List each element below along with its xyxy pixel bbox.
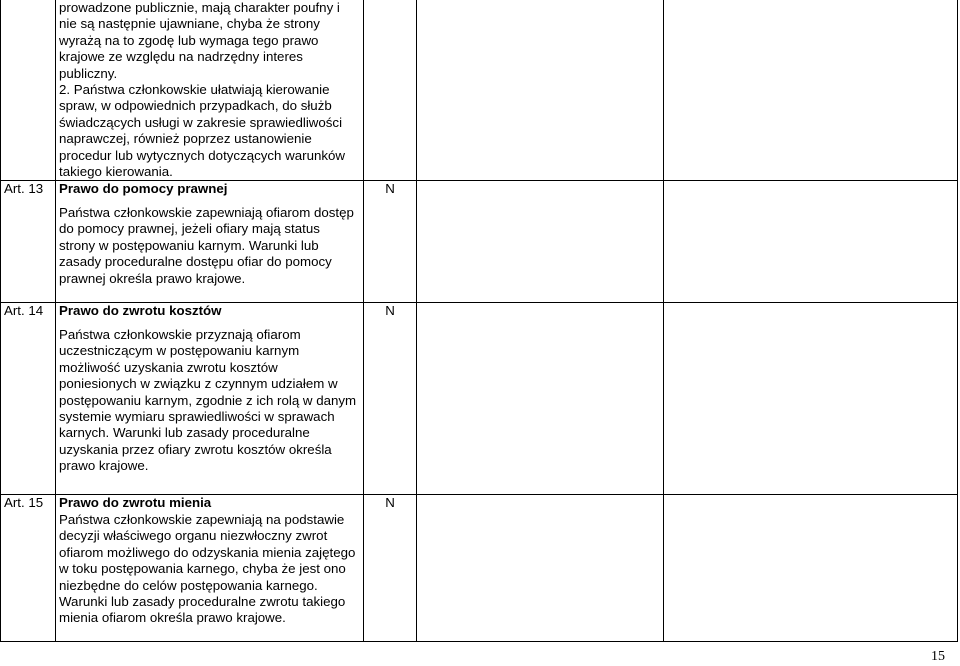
provision-text: Państwa członkowskie przyznają ofiarom uczestniczącym w postępowaniu karnym możliwość uzyskania zwrotu kosztów poniesionych w związku z czynnym udziałem w postępowaniu karnym, zgodnie z ich rolą w danym systemie wymiaru sprawiedliwości w sprawach karnych. Warunki lub zasady proceduralne uzyskania przez ofiary zwrotu kosztów określa prawo krajowe. xyxy=(59,326,357,474)
article-cell xyxy=(1,0,56,181)
article-heading: Prawo do zwrotu mienia xyxy=(59,495,212,511)
table-row-art-15 xyxy=(1,495,958,642)
provision-text-cell xyxy=(56,0,364,181)
notes-cell-1 xyxy=(417,495,664,642)
article-cell xyxy=(1,303,56,495)
notes-cell-2 xyxy=(664,181,958,303)
article-heading: Prawo do pomocy prawnej xyxy=(59,181,228,197)
status-mark-cell xyxy=(364,0,417,181)
article-cell xyxy=(1,495,56,642)
article-heading: Prawo do zwrotu kosztów xyxy=(59,303,222,319)
notes-cell-1 xyxy=(417,0,664,181)
provision-text-cell xyxy=(56,181,364,303)
notes-cell-1 xyxy=(417,181,664,303)
status-mark: N xyxy=(385,303,395,319)
provision-text: Państwa członkowskie zapewniają ofiarom dostęp do pomocy prawnej, jeżeli ofiary mają status strony w postępowaniu karnym. Warunki lub zasady proceduralne dostępu ofiar do pomocy prawnej określa prawo krajowe. xyxy=(59,204,354,286)
notes-cell-1 xyxy=(417,303,664,495)
page-number: 15 xyxy=(931,649,945,664)
article-label: Art. 15 xyxy=(4,495,44,511)
article-label: Art. 13 xyxy=(4,181,44,197)
status-mark-cell xyxy=(364,303,417,495)
notes-cell-2 xyxy=(664,303,958,495)
status-mark-cell xyxy=(364,495,417,642)
article-cell xyxy=(1,181,56,303)
status-mark: N xyxy=(385,495,395,511)
provision-text: Państwa członkowskie zapewniają na podstawie decyzji właściwego organu niezwłoczny zwrot ofiarom możliwego do odzyskania mienia zajętego w toku postępowania karnego, chyba że jest ono niezbędne do celów postępowania karnego. Warunki lub zasady proceduralne zwrotu takiego mienia ofiarom określa prawo krajowe. xyxy=(59,511,356,626)
table-row-continuation xyxy=(1,0,958,181)
provision-text-paragraph-2: 2. Państwa członkowskie ułatwiają kierowanie spraw, w odpowiednich przypadkach, do służb świadczących usługi w zakresie sprawiedliwości naprawczej, również poprzez ustanowienie procedur lub wytycznych dotyczących warunków takiego kierowania. xyxy=(59,82,346,180)
table-row-art-13 xyxy=(1,181,958,303)
status-mark: N xyxy=(385,181,395,197)
article-label: Art. 14 xyxy=(4,303,44,319)
status-mark-cell xyxy=(364,181,417,303)
table-row-art-14 xyxy=(1,303,958,495)
provision-text: prowadzone publicznie, mają charakter poufny i nie są następnie ujawniane, chyba że strony wyrażą na to zgodę lub wymaga tego prawo krajowe ze względu na nadrzędny interes publiczny. xyxy=(59,0,340,81)
notes-cell-2 xyxy=(664,495,958,642)
provision-text-cell xyxy=(56,495,364,642)
notes-cell-2 xyxy=(664,0,958,181)
provision-text-cell xyxy=(56,303,364,495)
